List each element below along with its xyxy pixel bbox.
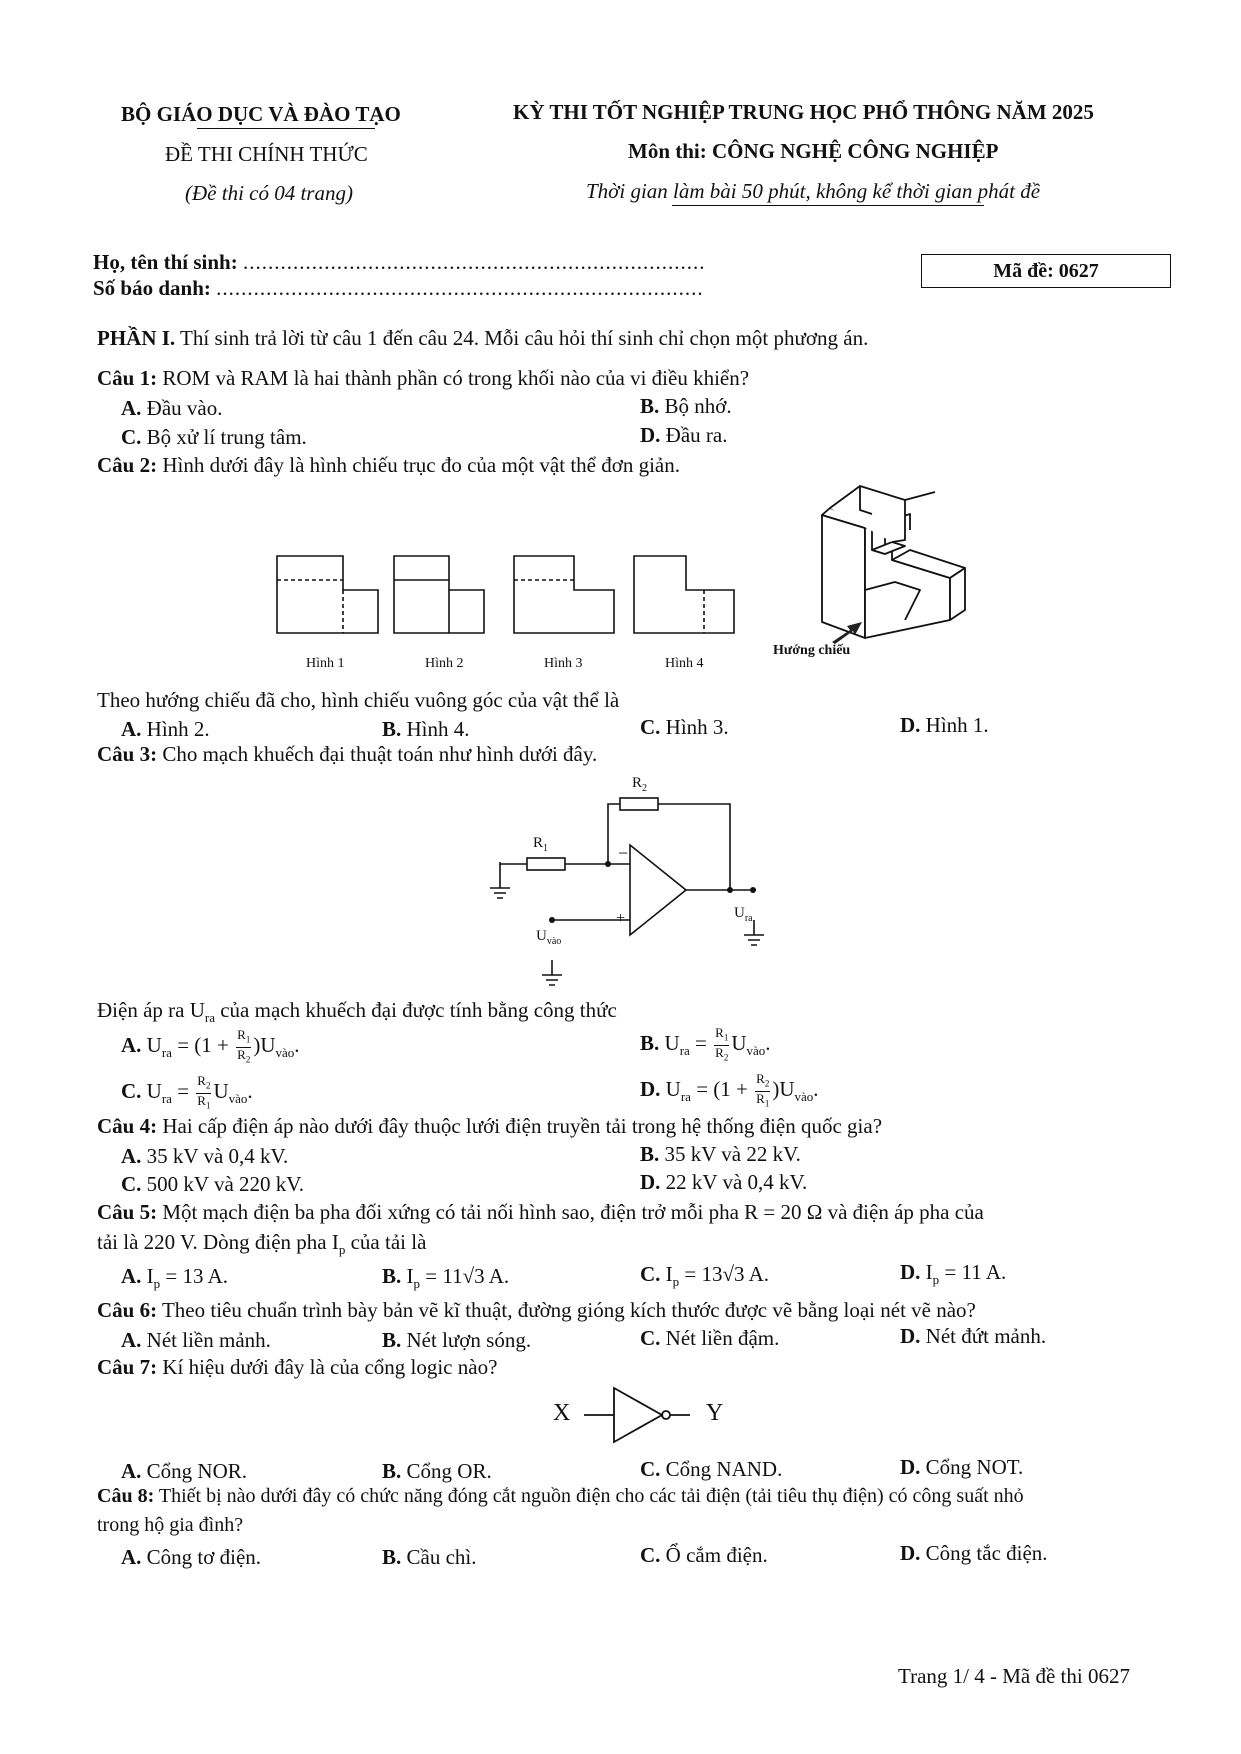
q8-option-b[interactable]: B. Cầu chì. <box>382 1545 477 1569</box>
part1-title: PHẦN I. <box>97 326 176 350</box>
q7-option-d[interactable]: D. Cổng NOT. <box>900 1455 1024 1479</box>
figure-caption-4: Hình 4 <box>665 656 704 671</box>
q6-option-b[interactable]: B. Nét lượn sóng. <box>382 1328 532 1352</box>
view-2-drawing <box>394 556 484 633</box>
gate-output-label: Y <box>706 1400 724 1426</box>
question-label: Câu 2: <box>97 453 158 477</box>
question-text: ROM và RAM là hai thành phần có trong khối nào của vi điều khiển? <box>157 366 750 390</box>
uout-label: $U_{ra}$ <box>734 905 753 924</box>
q8-option-d[interactable]: D. Công tắc điện. <box>900 1541 1048 1565</box>
question-7 <box>97 1355 497 1380</box>
r1-label: $R_1$ <box>533 835 549 854</box>
q1-option-b[interactable]: B. Bộ nhớ. <box>640 394 732 418</box>
not-gate-symbol <box>580 1385 700 1445</box>
part1-heading <box>97 326 868 351</box>
q5-option-d[interactable]: D. $I_p = 11$ A. <box>900 1260 1007 1288</box>
q7-option-c[interactable]: C. Cổng NAND. <box>640 1457 783 1481</box>
question-5-cont: tải là 220 V. Dòng điện pha $I_p$ của tải là <box>97 1230 427 1258</box>
q2-option-a[interactable]: A. Hình 2. <box>121 717 210 741</box>
opamp-plus-sign: + <box>616 910 626 927</box>
question-text: Kí hiệu dưới đây là của cổng logic nào? <box>157 1355 498 1379</box>
figure-caption-3: Hình 3 <box>544 656 583 671</box>
question-text: Cho mạch khuếch đại thuật toán như hình dưới đây. <box>157 742 598 766</box>
ministry-underline <box>197 128 375 129</box>
q2-option-c[interactable]: C. Hình 3. <box>640 715 729 739</box>
question-4 <box>97 1114 882 1139</box>
pages-note: (Đề thi có 04 trang) <box>185 181 353 205</box>
q7-option-b[interactable]: B. Cổng OR. <box>382 1459 492 1483</box>
q4-option-b[interactable]: B. 35 kV và 22 kV. <box>640 1142 801 1166</box>
figure-caption-1: Hình 1 <box>306 656 345 671</box>
page-footer: Trang 1/ 4 - Mã đề thi 0627 <box>898 1664 1130 1688</box>
ministry-name: BỘ GIÁO DỤC VÀ ĐÀO TẠO <box>121 102 401 126</box>
gate-input-label: X <box>553 1400 571 1426</box>
q4-option-a[interactable]: A. 35 kV và 0,4 kV. <box>121 1144 289 1168</box>
question-label: Câu 4: <box>97 1114 158 1138</box>
r2-label: $R_2$ <box>632 775 648 794</box>
question-text: Một mạch điện ba pha đối xứng có tải nối hình sao, điện trở mỗi pha R = 20 Ω và điện áp pha của <box>157 1200 984 1224</box>
q3-option-b[interactable]: B. $U_{ra}$ = $\frac{R_1}{R_2}$ $U_{vào}$. <box>640 1025 771 1063</box>
question-8 <box>97 1485 1024 1508</box>
orthographic-views <box>270 550 750 650</box>
uin-label: $U_{vào}$ <box>536 928 562 947</box>
question-6 <box>97 1298 976 1323</box>
question-3 <box>97 742 597 767</box>
exam-code: Mã đề: 0627 <box>993 259 1099 282</box>
op-amp-circuit <box>480 770 780 1000</box>
q3-option-c[interactable]: C. $U_{ra}$ = $\frac{R_2}{R_1}$ $U_{vào}$. <box>121 1073 253 1111</box>
q6-option-c[interactable]: C. Nét liền đậm. <box>640 1326 780 1350</box>
part1-instruction: Thí sinh trả lời từ câu 1 đến câu 24. Mỗi câu hỏi thí sinh chỉ chọn một phương án. <box>175 326 869 350</box>
candidate-id-row <box>93 276 704 301</box>
q2-prompt: Theo hướng chiếu đã cho, hình chiếu vuông góc của vật thể là <box>97 688 620 712</box>
exam-code-box <box>921 254 1171 288</box>
question-1 <box>97 366 749 391</box>
official-label: ĐỀ THI CHÍNH THỨC <box>165 142 368 166</box>
view-4-drawing <box>634 556 734 633</box>
candidate-id-dots[interactable]: .............................................................................. <box>216 276 704 300</box>
question-text: Hai cấp điện áp nào dưới đây thuộc lưới điện truyền tải trong hệ thống điện quốc gia? <box>157 1114 883 1138</box>
candidate-name-dots[interactable]: .......................................................................... <box>242 250 706 274</box>
question-label: Câu 7: <box>97 1355 158 1379</box>
figure-caption-2: Hình 2 <box>425 656 464 671</box>
subject-line: Môn thi: CÔNG NGHỆ CÔNG NGHIỆP <box>628 139 999 163</box>
q3-prompt: Điện áp ra $U_{ra}$ của mạch khuếch đại được tính bằng công thức <box>97 998 617 1026</box>
view-3-drawing <box>514 556 614 633</box>
q5-option-c[interactable]: C. $I_p = 13√3$ A. <box>640 1262 770 1290</box>
opamp-minus-sign: − <box>618 843 629 863</box>
question-text: Thiết bị nào dưới đây có chức năng đóng cắt nguồn điện cho các tải điện (tải tiêu thụ điện) có công suất nhỏ <box>154 1485 1024 1507</box>
q8-option-a[interactable]: A. Công tơ điện. <box>121 1545 262 1569</box>
question-2 <box>97 453 680 478</box>
q1-option-c[interactable]: C. Bộ xử lí trung tâm. <box>121 425 307 449</box>
direction-label: Hướng chiếu <box>773 643 851 658</box>
view-1-drawing <box>277 556 378 633</box>
question-5 <box>97 1200 984 1225</box>
question-label: Câu 5: <box>97 1200 158 1224</box>
q7-option-a[interactable]: A. Cổng NOR. <box>121 1459 248 1483</box>
q4-option-d[interactable]: D. 22 kV và 0,4 kV. <box>640 1170 808 1194</box>
q5-option-b[interactable]: B. $I_p = 11√3$ A. <box>382 1264 510 1292</box>
question-text: Hình dưới đây là hình chiếu trục đo của một vật thể đơn giản. <box>157 453 680 477</box>
q5-option-a[interactable]: A. $I_p = 13$ A. <box>121 1264 229 1292</box>
exam-title: KỲ THI TỐT NGHIỆP TRUNG HỌC PHỔ THÔNG NĂM 2025 <box>513 100 1094 124</box>
isometric-object <box>760 470 990 650</box>
q2-option-b[interactable]: B. Hình 4. <box>382 717 470 741</box>
q2-option-d[interactable]: D. Hình 1. <box>900 713 989 737</box>
time-underline <box>672 205 984 206</box>
q3-option-d[interactable]: D. $U_{ra} = (1$ + $\frac{R_2}{R_1}$ )$U_{vào}$. <box>640 1071 819 1109</box>
question-8-cont: trong hộ gia đình? <box>97 1514 244 1536</box>
candidate-name-label: Họ, tên thí sinh: <box>93 250 243 274</box>
q4-option-c[interactable]: C. 500 kV và 220 kV. <box>121 1172 304 1196</box>
candidate-name-row <box>93 250 705 275</box>
question-label: Câu 1: <box>97 366 158 390</box>
q1-option-d[interactable]: D. Đầu ra. <box>640 423 728 447</box>
q3-option-a[interactable]: A. $U_{ra} = (1$ + $\frac{R_1}{R_2}$ )$U_{vào}$. <box>121 1027 300 1065</box>
q8-option-c[interactable]: C. Ổ cắm điện. <box>640 1543 768 1567</box>
q6-option-d[interactable]: D. Nét đứt mảnh. <box>900 1324 1047 1348</box>
q6-option-a[interactable]: A. Nét liền mảnh. <box>121 1328 271 1352</box>
candidate-id-label: Số báo danh: <box>93 276 217 300</box>
question-label: Câu 8: <box>97 1485 155 1507</box>
time-note: Thời gian làm bài 50 phút, không kể thời gian phát đề <box>586 179 1041 203</box>
question-label: Câu 6: <box>97 1298 158 1322</box>
question-label: Câu 3: <box>97 742 158 766</box>
q1-option-a[interactable]: A. Đầu vào. <box>121 396 223 420</box>
question-text: Theo tiêu chuẩn trình bày bản vẽ kĩ thuật, đường gióng kích thước được vẽ bằng loại nét vẽ nào? <box>157 1298 976 1322</box>
